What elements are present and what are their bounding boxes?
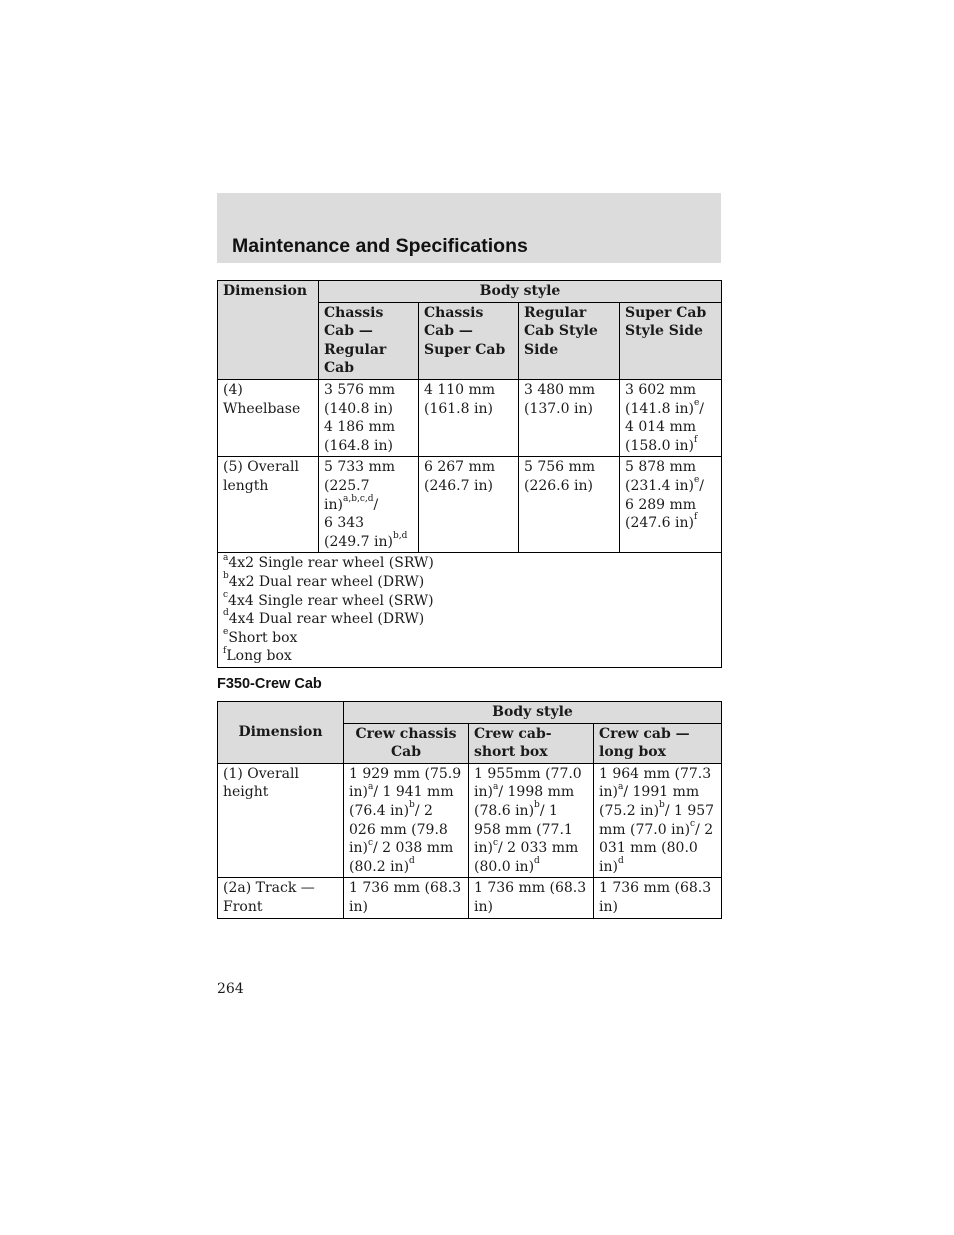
footnote-ref: a,b,c,d [342,493,374,504]
footnote-mark: b [223,571,229,582]
page-title: Maintenance and Specifications [232,235,528,257]
footnote-text: Short box [228,629,298,646]
cell-text: 5 756 mm (226.6 in) [524,459,596,494]
cell-text: / 2 038 mm (80.2 in) [349,840,454,875]
table-cell [469,878,594,918]
footnote-row [218,553,722,668]
cell-text: 1 929 mm (75.9 in) [349,765,462,801]
cell-text: 1 736 mm (68.3 in) [349,880,462,915]
dimension-header: Dimension [218,702,344,764]
header-band [217,193,721,263]
row-label: (5) Overall length [218,457,319,553]
footnote [223,629,716,648]
footnote-ref: c [367,837,374,848]
footnote-text: Long box [226,648,292,665]
column-header: Regular Cab Style Side [519,302,620,379]
table-header-row [218,702,722,724]
table-header-row [218,281,722,303]
table-cell [594,763,722,878]
table-cell [519,457,620,553]
table-cell [319,379,419,456]
cell-text: / [373,496,379,513]
row-label: (2a) Track —Front [218,878,344,918]
cell-text: / 2 026 mm (79.8 in) [349,802,448,857]
row-label: (4) Wheelbase [218,379,319,456]
cell-text: 5 733 mm (225.7 in) [324,459,396,513]
footnote-text: 4x4 Single rear wheel (SRW) [228,592,434,609]
footnote-ref: a [492,781,499,792]
footnote-text: 4x2 Dual rear wheel (DRW) [228,573,425,590]
footnote-ref: e [693,475,700,486]
column-header: Crew chassis Cab [344,723,469,763]
cell-text: 5 878 mm (231.4 in) [625,459,697,494]
cell-text: 4 110 mm (161.8 in) [424,381,496,417]
dimension-header: Dimension [218,281,319,380]
footnote-mark: e [223,627,229,638]
footnote-ref: d [409,856,415,867]
cell-text: / 1991 mm (75.2 in) [599,784,700,819]
footnote-ref: a [367,781,374,792]
column-header: Chassis Cab — Super Cab [419,302,519,379]
footnote-ref: f [693,435,698,446]
footnote-ref: b [534,800,540,811]
footnote-ref: c [690,818,696,829]
footnote-mark: d [223,608,229,619]
footnote [223,610,716,629]
section-heading: F350-Crew Cab [217,676,322,692]
column-header: Super Cab Style Side [620,302,722,379]
footnote [223,589,716,611]
cell-text: 1 736 mm (68.3 in) [474,880,587,915]
cell-text: / 1998 mm (78.6 in) [474,784,575,819]
column-header: Crew cab-short box [469,723,594,763]
footnote-ref: d [617,856,624,867]
footnote-text: 4x4 Dual rear wheel (DRW) [228,611,425,628]
table-cell [419,457,519,553]
footnote-ref: e [693,397,700,408]
table-cell [419,379,519,456]
table-row [218,878,722,918]
footnote [223,554,716,573]
table-cell [620,457,722,553]
table-cell [594,878,722,918]
body-style-header: Body style [319,281,722,303]
cell-text: 4 186 mm (164.8 in) [324,419,396,454]
footnote-ref: b,d [392,531,408,542]
cell-text: / 1 941 mm (76.4 in) [349,784,454,819]
footnote-mark: c [223,589,229,600]
footnotes [218,553,722,668]
footnote-ref: a [617,781,624,792]
footnote-text: 4x2 Single rear wheel (SRW) [228,555,434,572]
footnote-ref: d [534,856,540,867]
row-label: (1) Overall height [218,763,344,878]
footnote-mark: f [223,645,227,656]
cell-text: / 2 033 mm (80.0 in) [474,840,579,875]
table-cell [344,878,469,918]
cell-text: / 1 957 mm (77.0 in) [599,802,715,838]
table-cell [620,379,722,456]
table-cell [469,763,594,878]
table-cell [319,457,419,553]
page-number: 264 [217,981,244,997]
cell-text: 1 964 mm (77.3 in) [599,765,712,801]
cell-text: 3 576 mm (140.8 in) [324,381,396,417]
cell-text: 6 343 (249.7 in) [324,515,393,550]
cell-text: / 6 289 mm (247.6 in) [625,477,704,532]
footnote-mark: a [223,552,229,563]
footnote [223,647,716,666]
cell-text: / 4 014 mm (158.0 in) [625,400,704,454]
footnote-ref: b [659,800,665,811]
table-cell [519,379,620,456]
dimensions-table-chassis [217,280,722,668]
cell-text: 3 480 mm (137.0 in) [524,381,596,417]
table-cell [344,763,469,878]
dimensions-table-crew-cab [217,701,722,919]
footnote [223,573,716,592]
cell-text: 1 955mm (77.0 in) [474,765,582,801]
column-header: Crew cab — long box [594,723,722,763]
table-row [218,763,722,878]
body-style-header: Body style [344,702,722,724]
footnote-ref: b [409,800,415,811]
cell-text: 1 736 mm (68.3 in) [599,880,712,915]
cell-text: / 1 958 mm (77.1 in) [474,802,573,857]
table-row [218,379,722,456]
cell-text: 3 602 mm (141.8 in) [625,381,697,417]
cell-text: 6 267 mm (246.7 in) [424,459,496,494]
column-header: Chassis Cab — Regular Cab [319,302,419,379]
footnote-ref: c [492,837,499,848]
table-row [218,457,722,553]
footnote-ref: f [693,512,698,523]
cell-text: / 2 031 mm (80.0 in) [599,821,714,875]
